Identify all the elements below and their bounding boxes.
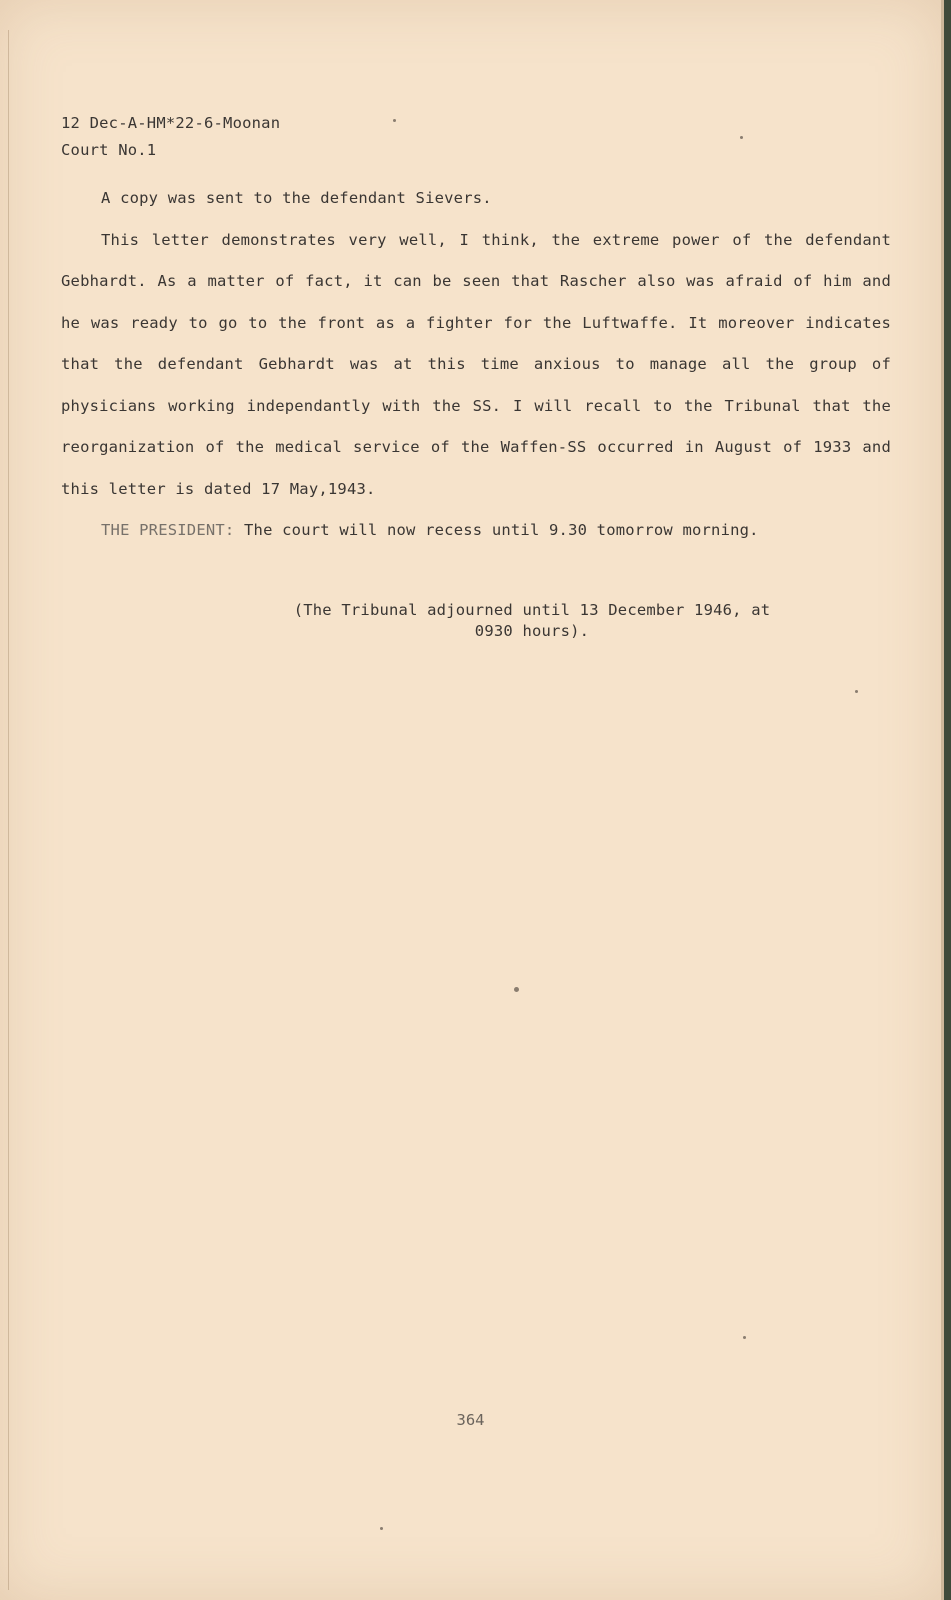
page-number: 364 [456,1411,485,1429]
paper-speck [855,690,858,693]
speaker-label: THE PRESIDENT: [101,521,235,539]
page-edge-line [8,30,9,1590]
president-statement: The court will now recess until 9.30 tomorrow morning. [244,521,759,539]
paper-speck [393,119,396,122]
adjournment-line-1: (The Tribunal adjourned until 13 December 1946, at [293,601,771,619]
adjournment-note [272,600,792,642]
paragraph-president [61,510,891,552]
court-number: Court No.1 [61,141,157,159]
adjournment-line-2: 0930 hours). [474,622,590,640]
paper-speck [380,1527,383,1530]
paper-speck [740,136,743,139]
document-header [61,110,280,164]
transcript-body [61,178,891,552]
paper-speck [743,1336,746,1339]
paper-speck [514,987,519,992]
paragraph-copy-sent: A copy was sent to the defendant Sievers. [101,189,492,207]
paragraph-letter-analysis: This letter demonstrates very well, I think, the extreme power of the defendant Gebhardt. As a matter of fact, it can be seen that Rascher also was afraid of him and he was ready to go to the front as a fighter for the Luftwaffe. It moreover indicates that the defendant Gebhardt was at this time anxious to manage all the group of physicians working independantly with the SS. I will recall to the Tribunal that the reorganization of the medical service of the Waffen-SS occurred in August of 1933 and this letter is dated 17 May,1943. [61,230,891,498]
document-id: 12 Dec-A-HM*22-6-Moonan [61,114,281,132]
